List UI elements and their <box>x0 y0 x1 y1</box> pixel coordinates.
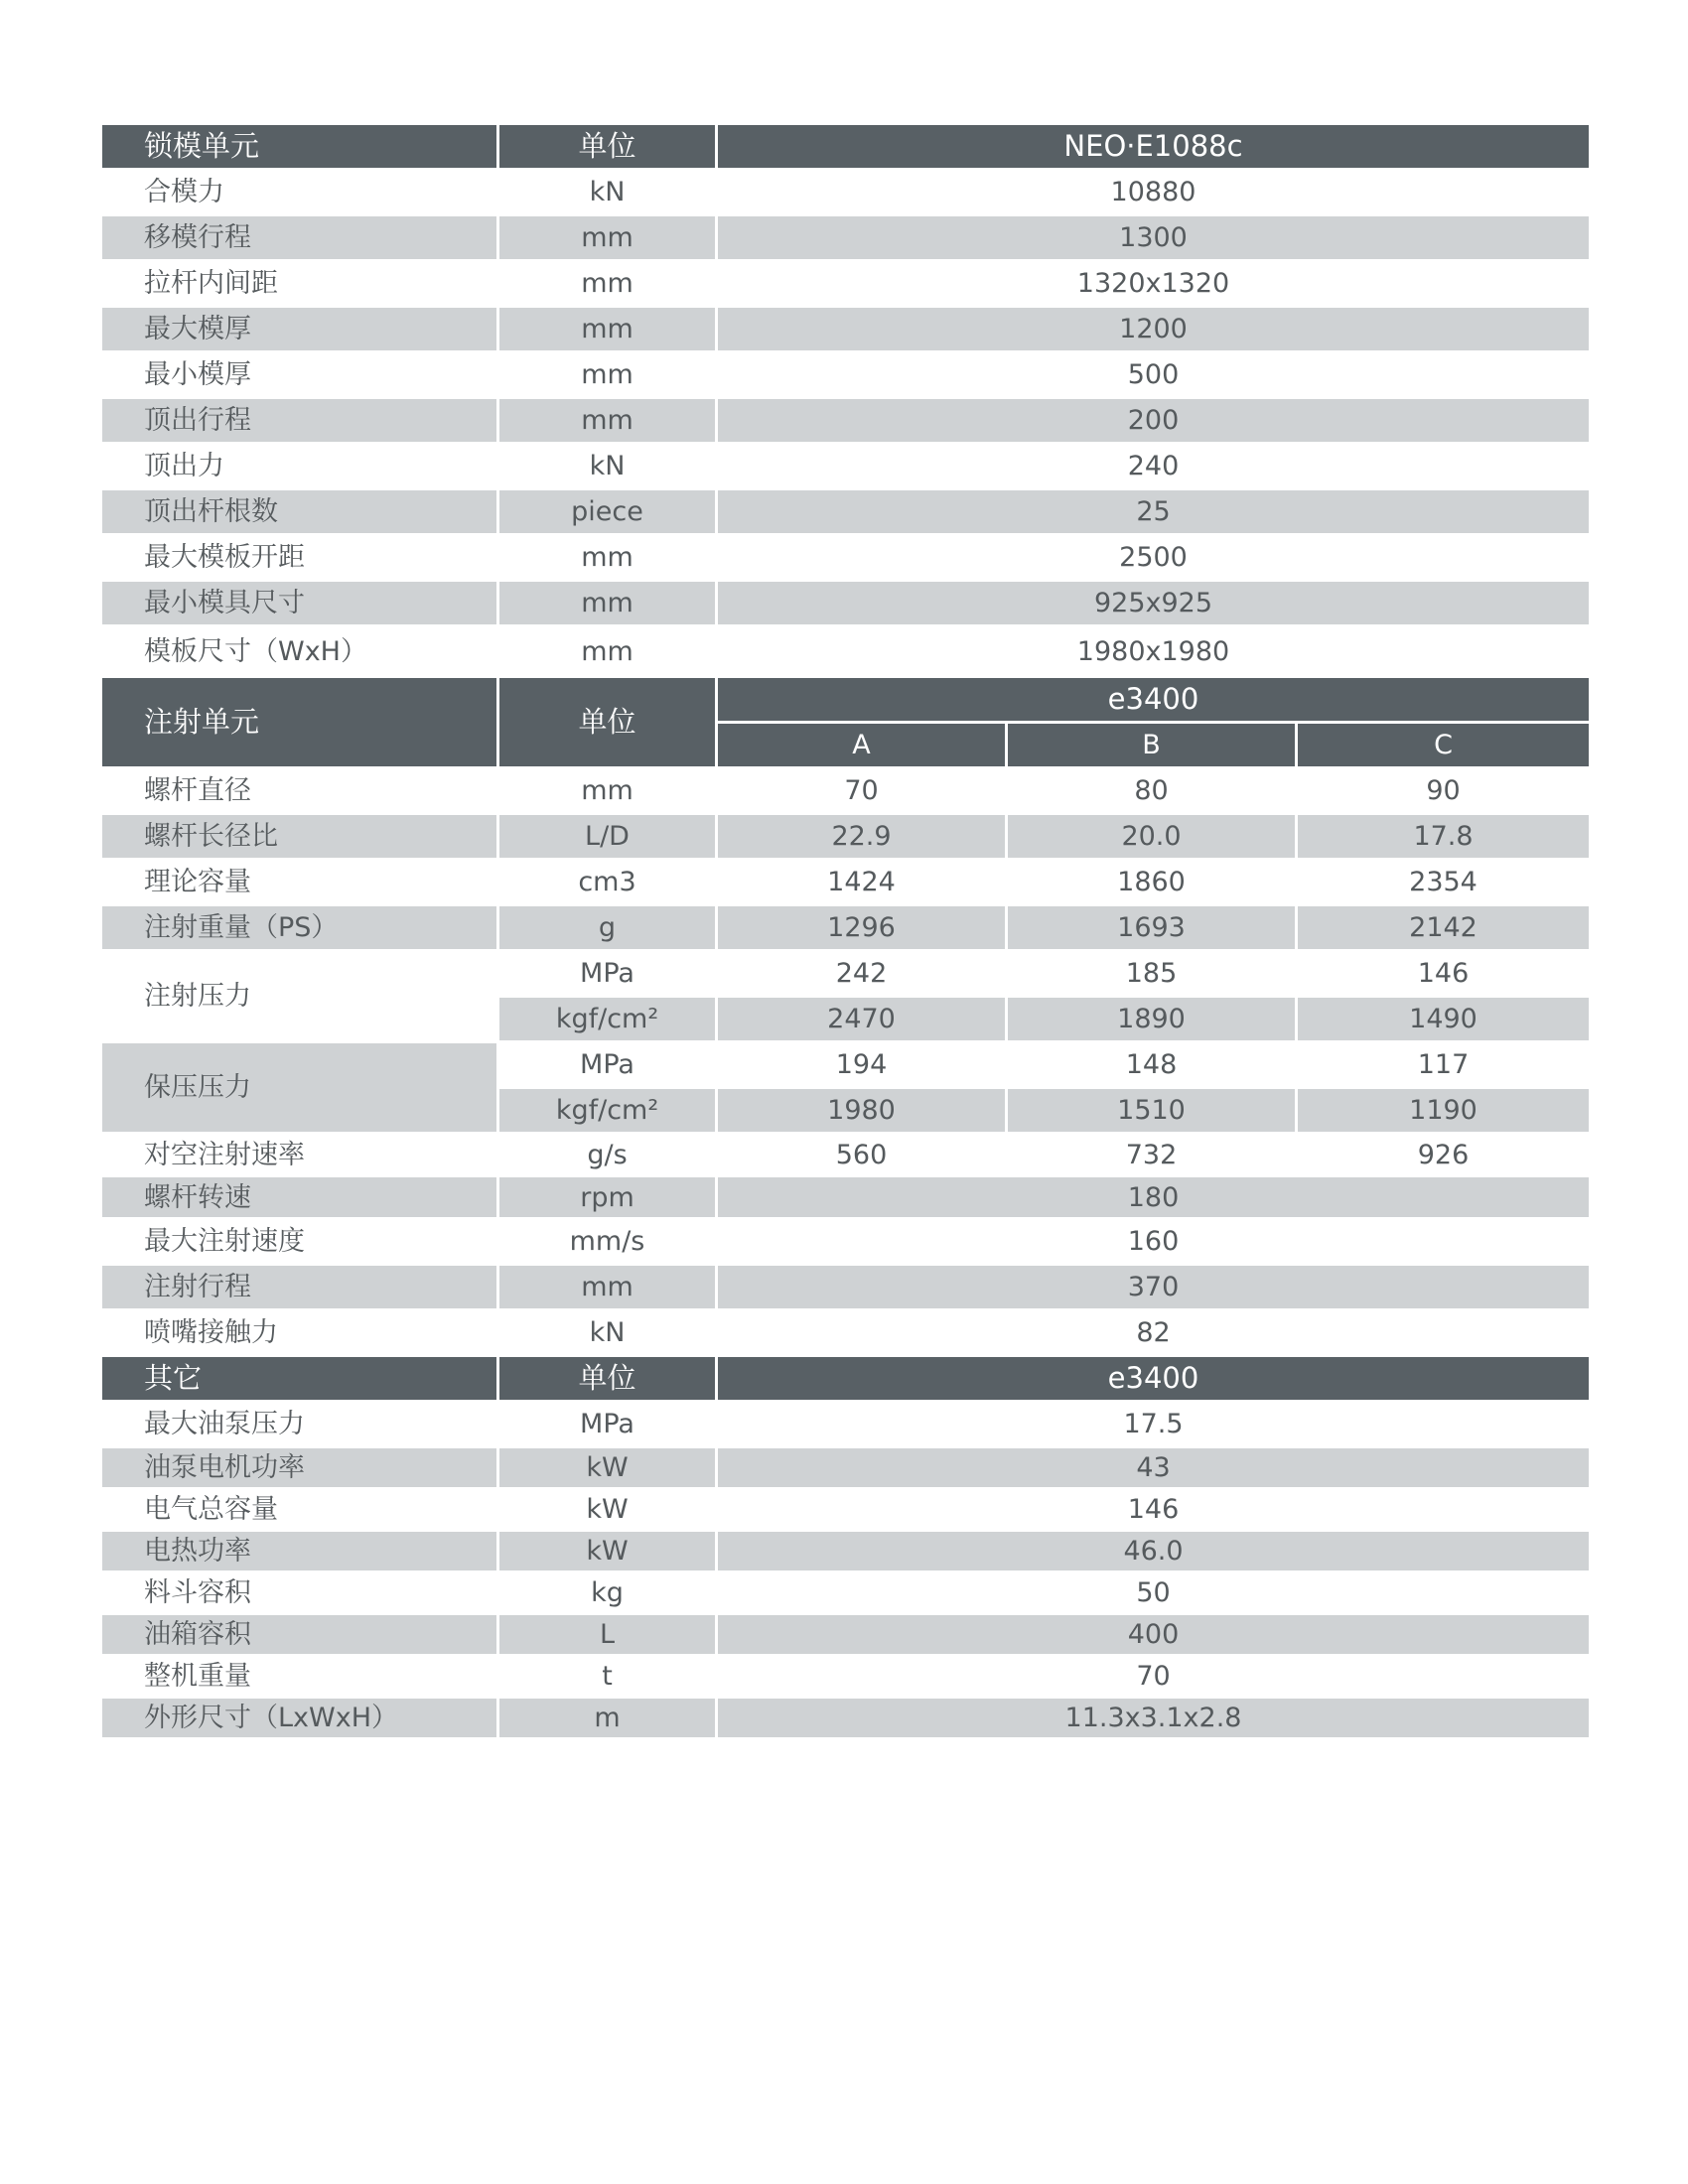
row-value-b: 20.0 <box>1008 815 1298 861</box>
row-label: 注射重量（PS） <box>102 906 499 952</box>
row-value: 82 <box>718 1311 1589 1357</box>
injection-pressure-label: 注射压力 <box>102 952 499 1043</box>
row-value-b: 1693 <box>1008 906 1298 952</box>
table-row <box>102 216 1589 262</box>
row-unit: kW <box>499 1490 718 1532</box>
table-row <box>102 399 1589 445</box>
row-label: 螺杆长径比 <box>102 815 499 861</box>
table-row <box>102 171 1589 216</box>
row-label: 最大模板开距 <box>102 536 499 582</box>
row-value: 500 <box>718 353 1589 399</box>
others-header-model: e3400 <box>718 1357 1589 1403</box>
table-row <box>102 906 1589 952</box>
table-row <box>102 308 1589 353</box>
row-value-c: 2142 <box>1298 906 1589 952</box>
row-label: 油泵电机功率 <box>102 1448 499 1490</box>
table-row <box>102 1448 1589 1490</box>
row-value: 180 <box>718 1177 1589 1220</box>
row-value-b: 732 <box>1008 1135 1298 1177</box>
row-value-c: 2354 <box>1298 861 1589 906</box>
row-unit: kN <box>499 1311 718 1357</box>
injection-header-label: 注射单元 <box>102 678 499 769</box>
others-header-label: 其它 <box>102 1357 499 1403</box>
row-value-a: 70 <box>718 769 1008 815</box>
row-value: 46.0 <box>718 1532 1589 1573</box>
row-value-c: 117 <box>1298 1043 1589 1089</box>
row-label: 最大油泵压力 <box>102 1403 499 1448</box>
row-label: 顶出力 <box>102 445 499 490</box>
row-unit: mm <box>499 769 718 815</box>
row-label: 顶出杆根数 <box>102 490 499 536</box>
row-unit: g <box>499 906 718 952</box>
clamping-header-unit: 单位 <box>499 125 718 171</box>
screw-option-a: A <box>718 724 1008 769</box>
row-value: 70 <box>718 1657 1589 1699</box>
row-unit: mm <box>499 627 718 678</box>
row-label: 拉杆内间距 <box>102 262 499 308</box>
row-label: 螺杆转速 <box>102 1177 499 1220</box>
row-value-a: 1980 <box>718 1089 1008 1135</box>
table-row <box>102 769 1589 815</box>
row-value: 1320x1320 <box>718 262 1589 308</box>
row-unit: mm <box>499 1266 718 1311</box>
row-value: 50 <box>718 1573 1589 1615</box>
row-value-a: 242 <box>718 952 1008 998</box>
table-row <box>102 1135 1589 1177</box>
holding-pressure-label: 保压压力 <box>102 1043 499 1135</box>
row-label: 油箱容积 <box>102 1615 499 1657</box>
row-label: 喷嘴接触力 <box>102 1311 499 1357</box>
row-unit: mm/s <box>499 1220 718 1266</box>
row-value-b: 148 <box>1008 1043 1298 1089</box>
row-unit: kN <box>499 445 718 490</box>
screw-option-c: C <box>1298 724 1589 769</box>
row-label: 最小模厚 <box>102 353 499 399</box>
row-value-c: 1190 <box>1298 1089 1589 1135</box>
row-unit: mm <box>499 582 718 627</box>
row-unit: rpm <box>499 1177 718 1220</box>
table-row <box>102 1532 1589 1573</box>
table-row <box>102 1657 1589 1699</box>
row-value: 10880 <box>718 171 1589 216</box>
row-value-b: 185 <box>1008 952 1298 998</box>
row-value-b: 1890 <box>1008 998 1298 1043</box>
row-label: 最大模厚 <box>102 308 499 353</box>
table-row <box>102 445 1589 490</box>
row-unit: m <box>499 1699 718 1740</box>
screw-option-b: B <box>1008 724 1298 769</box>
row-unit: kgf/cm² <box>499 998 718 1043</box>
table-row <box>102 1403 1589 1448</box>
row-value-b: 80 <box>1008 769 1298 815</box>
row-unit: MPa <box>499 1043 718 1089</box>
row-value-c: 146 <box>1298 952 1589 998</box>
row-value-c: 90 <box>1298 769 1589 815</box>
others-header-unit: 单位 <box>499 1357 718 1403</box>
table-row <box>102 1311 1589 1357</box>
spec-table <box>102 125 1589 1740</box>
row-label: 注射行程 <box>102 1266 499 1311</box>
others-header-row <box>102 1357 1589 1403</box>
row-unit: mm <box>499 308 718 353</box>
row-label: 电热功率 <box>102 1532 499 1573</box>
row-value-b: 1510 <box>1008 1089 1298 1135</box>
row-value-a: 1424 <box>718 861 1008 906</box>
injection-header-model: e3400 <box>718 678 1589 724</box>
table-row <box>102 536 1589 582</box>
row-value: 17.5 <box>718 1403 1589 1448</box>
table-row <box>102 1573 1589 1615</box>
row-label: 模板尺寸（WxH） <box>102 627 499 678</box>
row-value: 1300 <box>718 216 1589 262</box>
row-label: 合模力 <box>102 171 499 216</box>
row-unit: mm <box>499 536 718 582</box>
clamping-header-row <box>102 125 1589 171</box>
row-value: 25 <box>718 490 1589 536</box>
row-label: 外形尺寸（LxWxH） <box>102 1699 499 1740</box>
row-unit: kW <box>499 1448 718 1490</box>
row-value: 200 <box>718 399 1589 445</box>
row-unit: mm <box>499 399 718 445</box>
row-value: 146 <box>718 1490 1589 1532</box>
table-row <box>102 952 1589 998</box>
row-value-a: 194 <box>718 1043 1008 1089</box>
row-value: 240 <box>718 445 1589 490</box>
table-row <box>102 582 1589 627</box>
row-unit: kgf/cm² <box>499 1089 718 1135</box>
row-unit: kg <box>499 1573 718 1615</box>
row-unit: mm <box>499 216 718 262</box>
table-row <box>102 1490 1589 1532</box>
row-label: 整机重量 <box>102 1657 499 1699</box>
row-value: 1980x1980 <box>718 627 1589 678</box>
table-row <box>102 1266 1589 1311</box>
row-label: 螺杆直径 <box>102 769 499 815</box>
row-value: 370 <box>718 1266 1589 1311</box>
row-unit: g/s <box>499 1135 718 1177</box>
row-value: 1200 <box>718 308 1589 353</box>
row-value-c: 926 <box>1298 1135 1589 1177</box>
row-value: 160 <box>718 1220 1589 1266</box>
table-row <box>102 1615 1589 1657</box>
row-label: 电气总容量 <box>102 1490 499 1532</box>
row-value-a: 22.9 <box>718 815 1008 861</box>
row-unit: piece <box>499 490 718 536</box>
row-value-a: 560 <box>718 1135 1008 1177</box>
row-value: 400 <box>718 1615 1589 1657</box>
row-label: 顶出行程 <box>102 399 499 445</box>
clamping-header-label: 锁模单元 <box>102 125 499 171</box>
row-unit: mm <box>499 353 718 399</box>
row-unit: t <box>499 1657 718 1699</box>
row-label: 理论容量 <box>102 861 499 906</box>
row-label: 移模行程 <box>102 216 499 262</box>
row-unit: kN <box>499 171 718 216</box>
row-value-b: 1860 <box>1008 861 1298 906</box>
row-unit: L <box>499 1615 718 1657</box>
row-unit: MPa <box>499 952 718 998</box>
row-value-c: 1490 <box>1298 998 1589 1043</box>
row-value: 2500 <box>718 536 1589 582</box>
row-value: 925x925 <box>718 582 1589 627</box>
row-value: 43 <box>718 1448 1589 1490</box>
row-label: 最小模具尺寸 <box>102 582 499 627</box>
table-row <box>102 1177 1589 1220</box>
row-unit: cm3 <box>499 861 718 906</box>
table-row <box>102 353 1589 399</box>
row-value-a: 1296 <box>718 906 1008 952</box>
injection-header-row <box>102 678 1589 724</box>
table-row <box>102 262 1589 308</box>
row-unit: mm <box>499 262 718 308</box>
row-value-a: 2470 <box>718 998 1008 1043</box>
table-row <box>102 627 1589 678</box>
row-unit: MPa <box>499 1403 718 1448</box>
row-unit: L/D <box>499 815 718 861</box>
table-row <box>102 1699 1589 1740</box>
row-label: 对空注射速率 <box>102 1135 499 1177</box>
row-label: 料斗容积 <box>102 1573 499 1615</box>
row-value-c: 17.8 <box>1298 815 1589 861</box>
row-value: 11.3x3.1x2.8 <box>718 1699 1589 1740</box>
table-row <box>102 815 1589 861</box>
table-row <box>102 861 1589 906</box>
injection-header-unit: 单位 <box>499 678 718 769</box>
row-unit: kW <box>499 1532 718 1573</box>
clamping-header-model: NEO·E1088c <box>718 125 1589 171</box>
row-label: 最大注射速度 <box>102 1220 499 1266</box>
table-row <box>102 1220 1589 1266</box>
table-row <box>102 490 1589 536</box>
table-row <box>102 1043 1589 1089</box>
